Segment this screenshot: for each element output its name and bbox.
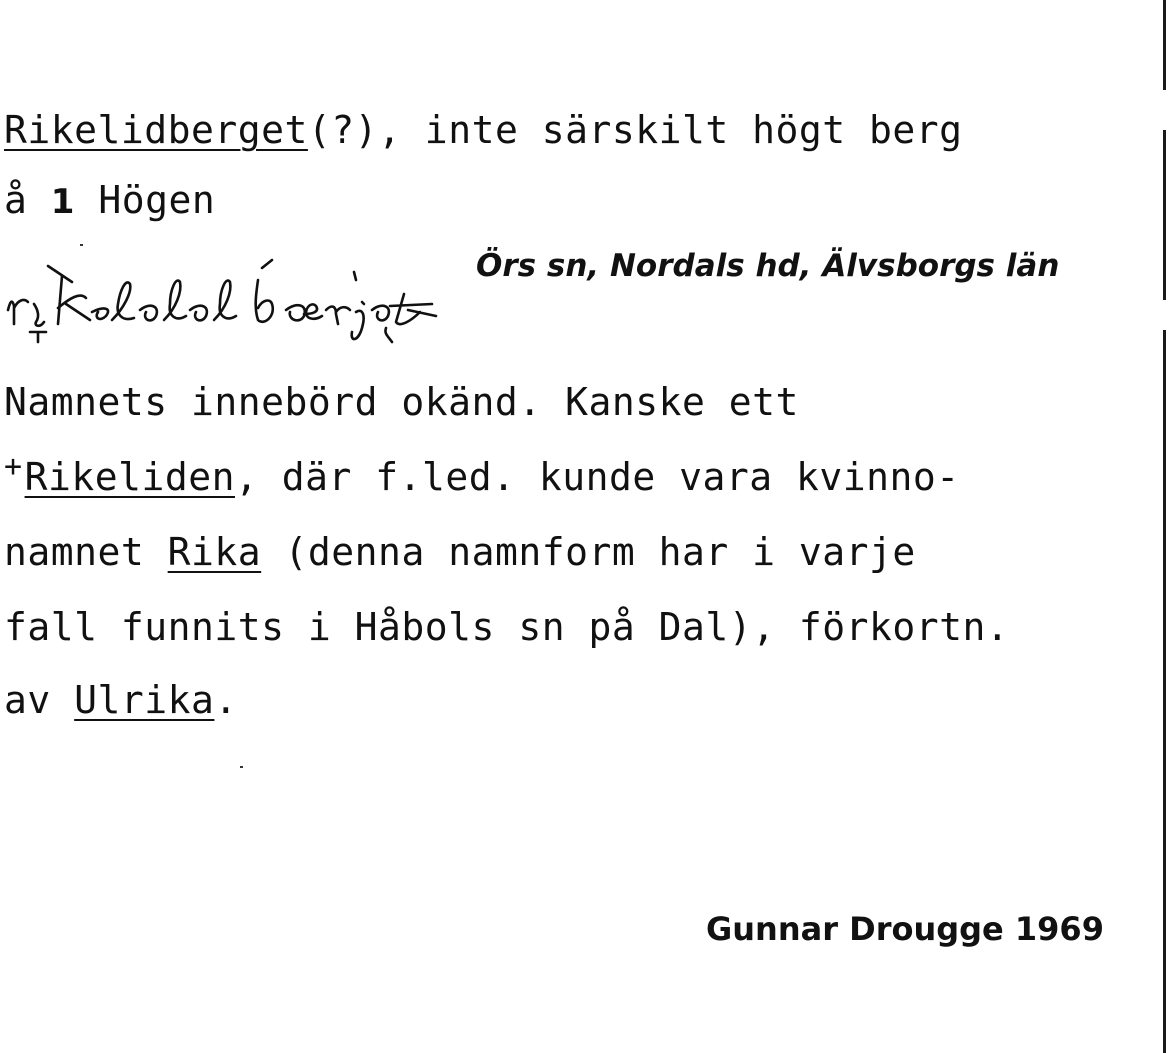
- headword: Rikelidberget: [4, 108, 308, 152]
- body-line-3-prefix: namnet: [4, 530, 168, 574]
- body-line-2: [4, 449, 960, 503]
- body-line-3: [4, 530, 916, 574]
- body-line-5-prefix: av: [4, 678, 75, 722]
- reconstructed-name: Rikeliden: [24, 455, 235, 499]
- body-line-3-text: (denna namnform har i varje: [261, 530, 916, 574]
- body-line-2-text: , där f.led. kunde vara kvinno-: [234, 455, 960, 499]
- signature: Gunnar Drougge 1969: [706, 910, 1104, 948]
- body-line-5: [4, 678, 238, 722]
- locality-prefix: å: [4, 178, 51, 222]
- headword-line: [4, 108, 963, 152]
- speck: [240, 766, 243, 768]
- speck: [80, 244, 83, 246]
- locality-number: 1: [50, 182, 75, 222]
- handwritten-phonetic-transcription: [0, 258, 600, 388]
- reconstructed-marker: +: [4, 449, 23, 484]
- locality-name: Högen: [74, 178, 216, 222]
- headword-description: (?), inte särskilt högt berg: [307, 108, 963, 152]
- location-stamp: Örs sn, Nordals hd, Älvsborgs län: [476, 248, 1060, 284]
- body-line-5-end: .: [214, 678, 238, 722]
- card-edge-line: [1163, 0, 1166, 1053]
- body-line-1: Namnets innebörd okänd. Kanske ett: [4, 380, 799, 424]
- female-name-rika: Rika: [167, 530, 262, 574]
- body-line-4: fall funnits i Håbols sn på Dal), förkortn.: [4, 605, 1010, 649]
- locality-line: [4, 178, 215, 224]
- female-name-ulrika: Ulrika: [74, 678, 215, 722]
